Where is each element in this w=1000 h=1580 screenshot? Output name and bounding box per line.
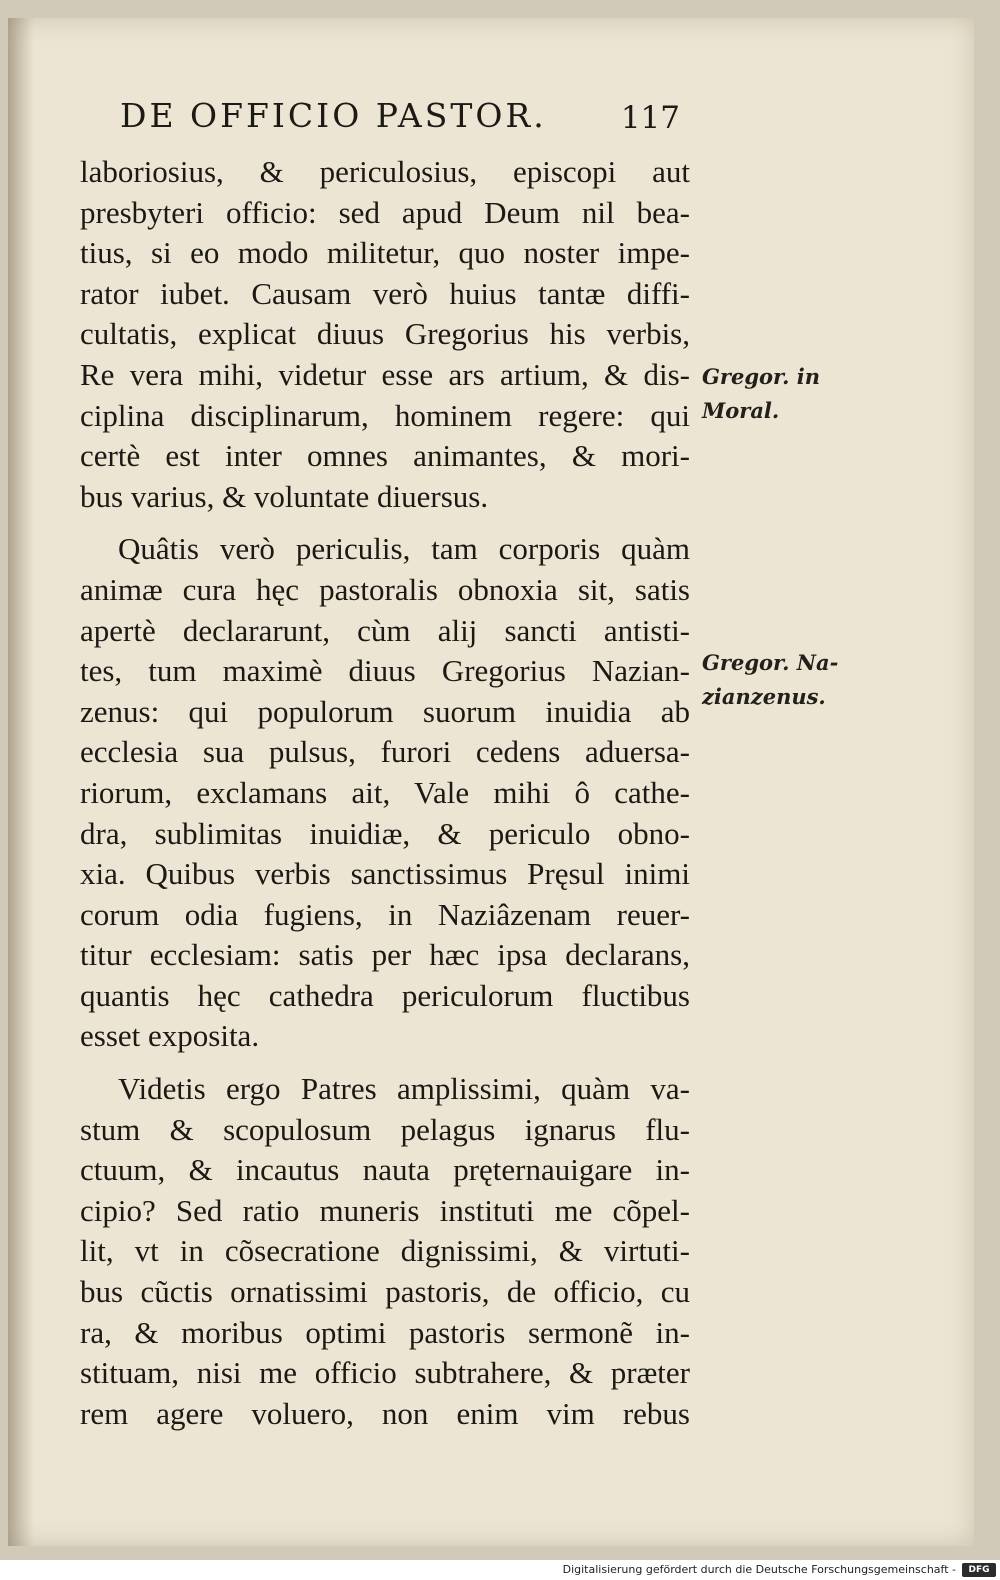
digitization-footer (0, 1560, 1000, 1580)
text-line: lit, vt in cõsecratione dignissimi, & virtuti- (80, 1233, 690, 1269)
text-line: stum & scopulosum pelagus ignarus flu- (80, 1111, 690, 1147)
text-line: ecclesia sua pulsus, furori cedens aduersa- (80, 734, 690, 770)
body-text (80, 152, 690, 1434)
page-number: 117 (620, 100, 680, 136)
text-line: laboriosius, & periculosius, episcopi aut (80, 154, 690, 189)
page-binding-shadow (8, 18, 34, 1546)
text-line: Quâtis verò periculis, tam corporis quàm (118, 531, 690, 567)
marginal-line: Gregor. Na- (702, 650, 839, 675)
text-line: Re vera mihi, videtur esse ars artium, & dis- (80, 356, 690, 392)
marginal-line: Moral. (702, 398, 780, 423)
text-line: ciplina disciplinarum, hominem regere: qui (80, 397, 690, 433)
text-line: Videtis ergo Patres amplissimi, quàm va- (118, 1071, 690, 1107)
marginal-line: Gregor. in (702, 364, 821, 389)
text-line: cipio? Sed ratio muneris instituti me cõpel- (80, 1192, 690, 1228)
dfg-logo: DFG (962, 1563, 996, 1577)
text-line: ctuum, & incautus nauta pręternauigare in- (80, 1152, 690, 1188)
text-line: bus cũctis ornatissimi pastoris, de officio, cu (80, 1274, 690, 1310)
text-line: certè est inter omnes animantes, & mori- (80, 438, 690, 474)
text-line: apertè declararunt, cùm alij sancti antisti- (80, 612, 690, 648)
text-line: rator iubet. Causam verò huius tantæ diffi- (80, 275, 690, 311)
text-line: ra, & moribus optimi pastoris sermonẽ in- (80, 1314, 690, 1350)
text-line: zenus: qui populorum suorum inuidia ab (80, 693, 690, 729)
text-line: corum odia fugiens, in Naziâzenam reuer- (80, 896, 690, 932)
paragraph-1 (80, 152, 690, 517)
marginal-note-gregor-moral (702, 360, 882, 428)
text-line: cultatis, explicat diuus Gregorius his verbis, (80, 316, 690, 352)
paragraph-2 (80, 529, 690, 1057)
running-head: DE OFFICIO PASTOR. (120, 96, 547, 135)
text-line: esset exposita. (80, 1018, 260, 1054)
text-line: dra, sublimitas inuidiæ, & periculo obno- (80, 815, 690, 851)
text-line: presbyteri officio: sed apud Deum nil bea- (80, 194, 690, 230)
marginal-note-gregor-nazianzenus (702, 646, 882, 714)
text-line: animæ cura hęc pastoralis obnoxia sit, satis (80, 571, 690, 607)
text-line: tius, si eo modo militetur, quo noster impe- (80, 235, 690, 271)
text-line: titur ecclesiam: satis per hæc ipsa declarans, (80, 937, 690, 973)
marginal-line: zianzenus. (702, 684, 826, 709)
paragraph-gap (80, 1057, 690, 1069)
text-line: tes, tum maximè diuus Gregorius Nazian- (80, 653, 690, 689)
footer-credit: Digitalisierung gefördert durch die Deutsche Forschungsgemeinschaft - (562, 1563, 956, 1576)
text-line: rem agere voluero, non enim vim rebus (80, 1395, 690, 1431)
page-header (120, 96, 680, 140)
text-line: xia. Quibus verbis sanctissimus Pręsul inimi (80, 856, 690, 892)
text-line: bus varius, & voluntate diuersus. (80, 478, 489, 514)
text-line: quantis hęc cathedra periculorum fluctibus (80, 977, 690, 1013)
paragraph-3 (80, 1069, 690, 1434)
text-line: riorum, exclamans ait, Vale mihi ô cathe- (80, 774, 690, 810)
text-line: stituam, nisi me officio subtrahere, & præter (80, 1355, 690, 1391)
paragraph-gap (80, 517, 690, 529)
